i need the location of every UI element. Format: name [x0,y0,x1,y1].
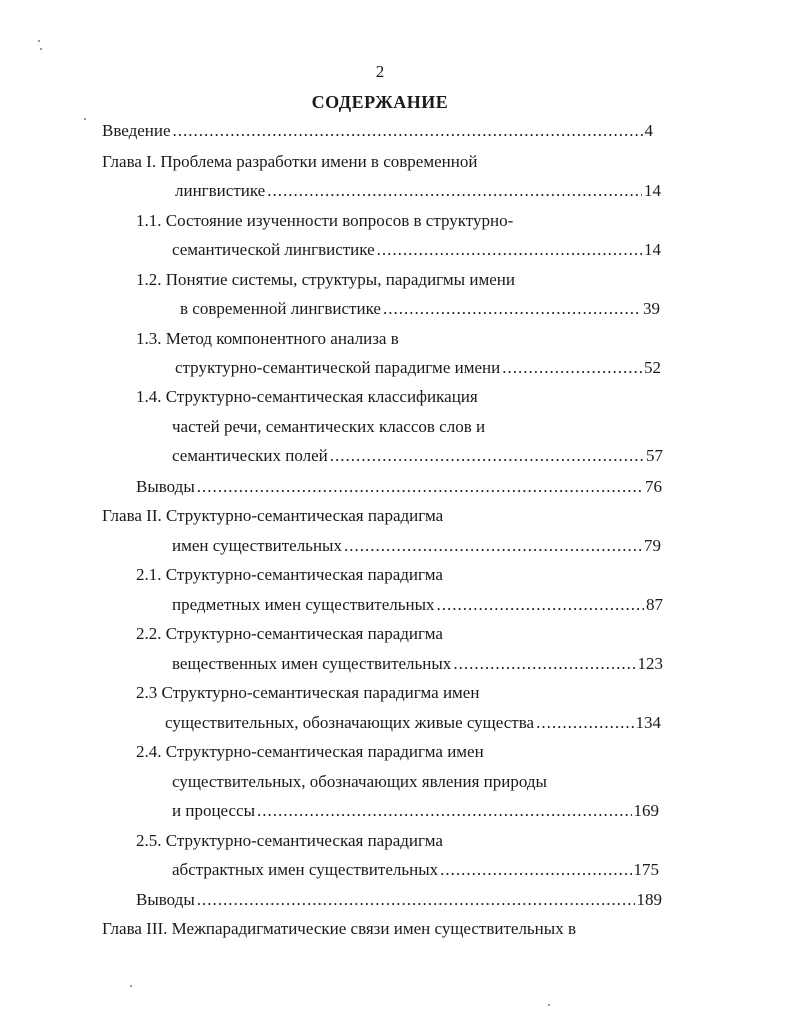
toc-chapter-1-title: Глава I. Проблема разработки имени в современной [102,152,478,171]
toc-section-2-1-title: 2.1. Структурно-семантическая парадигма [136,565,443,584]
toc-entry-text: Выводы [136,890,195,909]
toc-entry-text: имен существительных [172,536,342,555]
dot-leader [502,356,642,380]
toc-entry-text: лингвистике [175,181,266,200]
dot-leader [536,711,633,735]
toc-page-number: 14 [644,181,661,200]
page-number: 2 [375,62,385,81]
toc-entry-section-2-2 [172,652,663,676]
toc-entry-intro [102,119,653,143]
dot-leader [344,534,642,558]
toc-page-number: 57 [646,446,663,465]
toc-page-number: 87 [646,595,663,614]
dot-leader [197,888,635,912]
dot-leader [267,179,642,203]
toc-section-1-2-title: 1.2. Понятие системы, структуры, парадигмы имени [136,270,515,289]
scan-speck [40,48,42,50]
toc-entry-conclusions-1 [136,475,662,499]
toc-page-number: 169 [633,801,659,820]
toc-entry-section-2-3 [165,711,661,735]
toc-entry-section-2-1 [172,593,663,617]
toc-page-number: 52 [644,358,661,377]
dot-leader [330,444,644,468]
toc-entry-text: существительных, обозначающих живые существа [165,713,535,732]
toc-entry-section-1-2 [180,297,660,321]
dot-leader [257,799,631,823]
toc-entry-chapter-1 [175,179,661,203]
toc-entry-conclusions-2 [136,888,662,912]
dot-leader [440,858,631,882]
toc-page-number: 39 [643,299,660,318]
toc-entry-text: семантической лингвистике [172,240,375,259]
dot-leader [437,593,644,617]
toc-entry-section-1-3 [175,356,661,380]
dot-leader [383,297,641,321]
toc-chapter-3-title: Глава III. Межпарадигматические связи имен существительных в [102,919,576,938]
dot-leader [173,119,643,143]
scan-speck [130,985,132,987]
toc-section-1-3-title: 1.3. Метод компонентного анализа в [136,329,399,348]
toc-entry-text: и процессы [172,801,256,820]
toc-section-2-2-title: 2.2. Структурно-семантическая парадигма [136,624,443,643]
toc-section-1-4-title-cont: частей речи, семантических классов слов и [172,417,486,436]
toc-entry-chapter-2 [172,534,661,558]
toc-entry-text: Введение [102,121,171,140]
toc-page-number: 189 [636,890,662,909]
toc-page-number: 14 [644,240,661,259]
scan-speck [38,40,40,42]
toc-entry-text: предметных имен существительных [172,595,435,614]
toc-entry-text: семантических полей [172,446,328,465]
toc-page-number: 175 [633,860,659,879]
toc-entry-section-2-4 [172,799,659,823]
scan-speck [84,118,86,120]
page-title: СОДЕРЖАНИЕ [311,92,449,112]
toc-entry-section-1-1 [172,238,661,262]
toc-section-2-5-title: 2.5. Структурно-семантическая парадигма [136,831,443,850]
toc-section-2-4-title: 2.4. Структурно-семантическая парадигма имен [136,742,484,761]
toc-section-2-4-title-cont: существительных, обозначающих явления природы [172,772,547,791]
toc-entry-text: абстрактных имен существительных [172,860,439,879]
dot-leader [197,475,643,499]
toc-entry-section-1-4 [172,444,663,468]
toc-chapter-2-title: Глава II. Структурно-семантическая парадигма [102,506,444,525]
toc-entry-text: Выводы [136,477,195,496]
toc-entry-text: структурно-семантической парадигме имени [175,358,501,377]
toc-page-number: 134 [635,713,661,732]
toc-entry-text: вещественных имен существительных [172,654,452,673]
toc-section-1-4-title: 1.4. Структурно-семантическая классификация [136,387,478,406]
toc-page-number: 79 [644,536,661,555]
dot-leader [453,652,635,676]
toc-page-number: 76 [645,477,662,496]
toc-section-2-3-title: 2.3 Структурно-семантическая парадигма имен [136,683,480,702]
toc-page-number: 123 [637,654,663,673]
toc-section-1-1-title: 1.1. Состояние изученности вопросов в структурно- [136,211,514,230]
toc-entry-section-2-5 [172,858,659,882]
scan-speck [548,1004,550,1006]
toc-page-number: 4 [644,121,653,140]
dot-leader [377,238,642,262]
toc-entry-text: в современной лингвистике [180,299,381,318]
